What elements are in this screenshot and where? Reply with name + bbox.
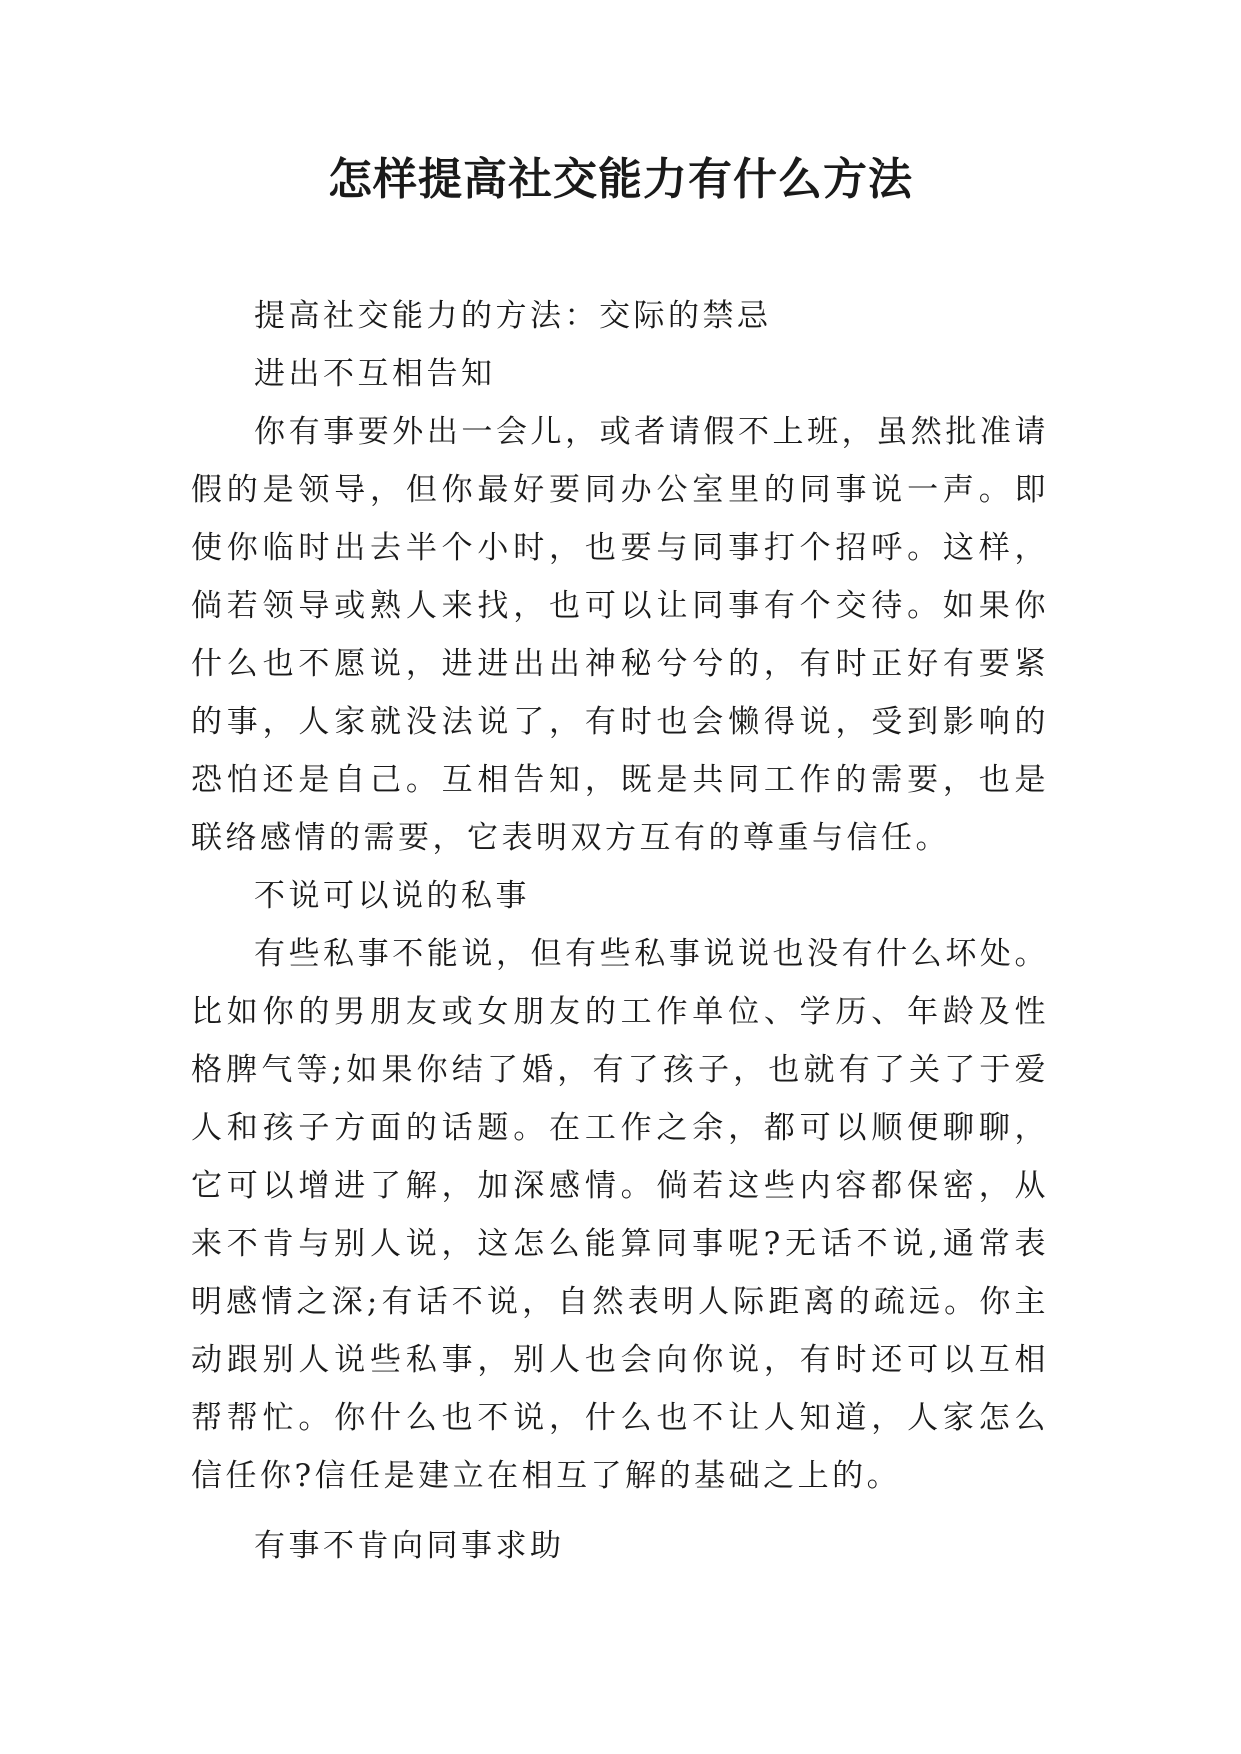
body-paragraph: 你有事要外出一会儿，或者请假不上班，虽然批准请假的是领导，但你最好要同办公室里的同事说一声。即使你临时出去半个小时，也要与同事打个招呼。这样，倘若领导或熟人来找，也可以让同事有个交待。如果你什么也不愿说，进进出出神秘兮兮的，有时正好有要紧的事，人家就没法说了，有时也会懒得说，受到影响的恐怕还是自己。互相告知，既是共同工作的需要，也是联络感情的需要，它表明双方互有的尊重与信任。 <box>191 414 1049 856</box>
subheading: 不说可以说的私事 <box>254 878 530 914</box>
document-body <box>191 287 1049 1575</box>
subheading: 有事不肯向同事求助 <box>254 1528 565 1564</box>
body-paragraph: 有些私事不能说，但有些私事说说也没有什么坏处。比如你的男朋友或女朋友的工作单位、学历、年龄及性格脾气等;如果你结了婚，有了孩子，也就有了关了于爱人和孩子方面的话题。在工作之余，都可以顺便聊聊，它可以增进了解，加深感情。倘若这些内容都保密，从来不肯与别人说，这怎么能算同事呢?无话不说,通常表明感情之深;有话不说，自然表明人际距离的疏远。你主动跟别人说些私事，别人也会向你说，有时还可以互相帮帮忙。你什么也不说，什么也不让人知道，人家怎么信任你?信任是建立在相互了解的基础之上的。 <box>191 936 1049 1494</box>
document-title: 怎样提高社交能力有什么方法 <box>328 154 913 205</box>
section-heading: 提高社交能力的方法：交际的禁忌 <box>254 298 772 334</box>
subheading: 进出不互相告知 <box>254 356 496 392</box>
